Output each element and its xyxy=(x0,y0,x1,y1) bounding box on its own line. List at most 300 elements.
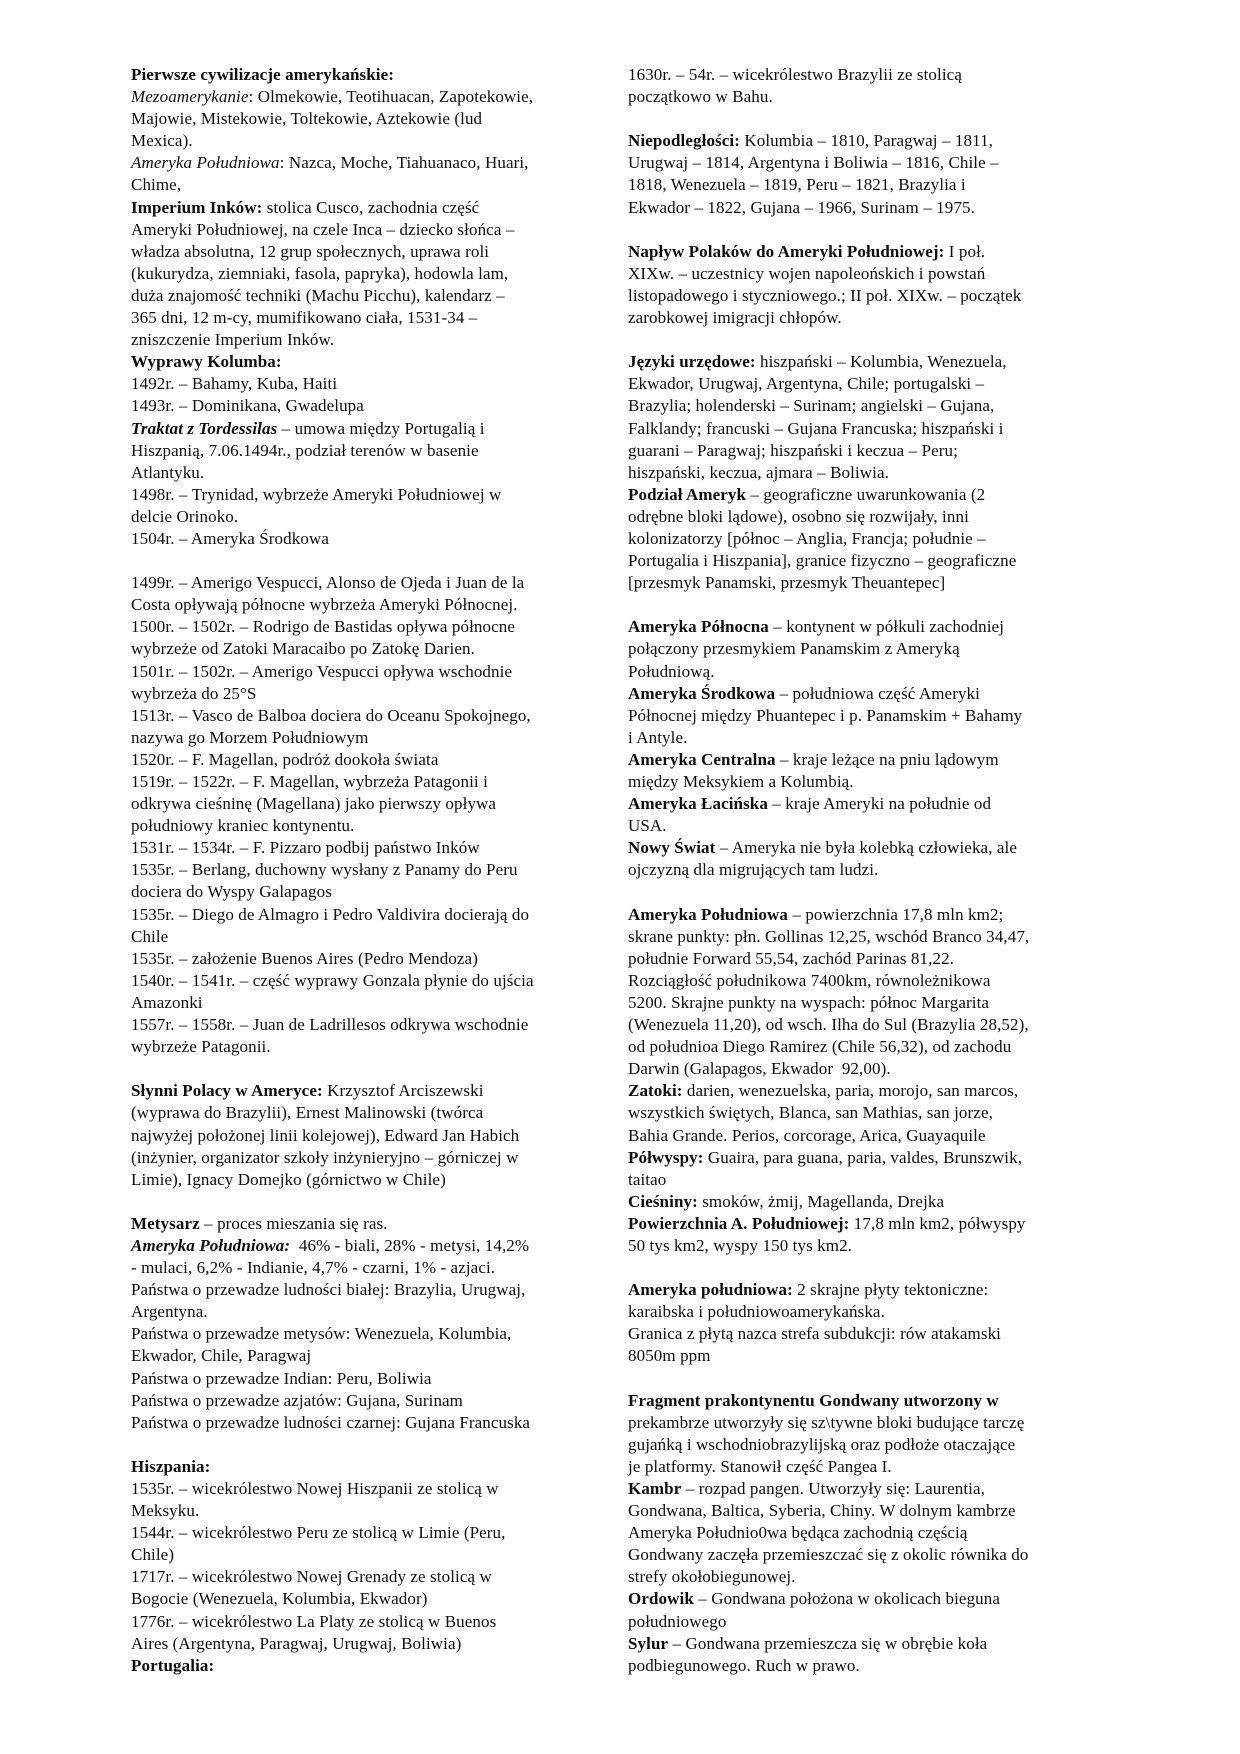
text-line xyxy=(131,1633,611,1655)
text-run: - mulaci, 6,2% - Indianie, 4,7% - czarni, 1% - azjaci. xyxy=(131,1258,496,1278)
text-line xyxy=(131,594,611,616)
text-line xyxy=(628,705,1118,727)
text-run: (wyprawa do Brazylii), Ernest Malinowski (twórca xyxy=(131,1103,484,1123)
text-run: listopadowego i styczniowego.; II poł. XIXw. – początek xyxy=(628,285,1022,305)
text-line xyxy=(131,418,611,440)
text-line xyxy=(628,86,1118,108)
text-run: – kraje leżące na pniu lądowym xyxy=(775,749,999,769)
text-run: Ordowik xyxy=(628,1589,694,1609)
text-line xyxy=(131,307,611,329)
text-run: 1540r. – 1541r. – część wyprawy Gonzala płynie do ujścia xyxy=(131,970,534,990)
text-line xyxy=(628,462,1118,484)
text-run: stolica Cusco, zachodnia część xyxy=(262,197,480,217)
text-line xyxy=(628,1279,1118,1301)
text-line xyxy=(131,241,611,263)
text-run: 5200. Skrajne punkty na wyspach: północ Margarita xyxy=(628,992,990,1012)
text-run: duża znajomość techniki (Machu Picchu), kalendarz – xyxy=(131,285,505,305)
text-line xyxy=(628,948,1118,970)
text-line xyxy=(131,572,611,594)
text-run: Imperium Inków: xyxy=(131,197,263,217)
text-run: Ameryka Łacińska xyxy=(628,794,768,814)
text-line xyxy=(131,329,611,351)
text-line xyxy=(131,174,611,196)
text-run: Aires (Argentyna, Paragwaj, Urugwaj, Boliwia) xyxy=(131,1633,462,1653)
text-line xyxy=(628,1655,1118,1677)
blank-line xyxy=(628,219,1118,241)
blank-line xyxy=(628,1257,1118,1279)
text-run: kolonizatorzy [północ – Anglia, Francja; południe – xyxy=(628,528,986,548)
text-run: Mezoamerykanie xyxy=(131,87,249,107)
text-run: 8050m ppm xyxy=(628,1346,711,1366)
text-line xyxy=(628,64,1118,86)
text-run: Ameryki Południowej, na czele Inca – dziecko słońca – xyxy=(131,219,515,239)
text-run: 17,8 mln km2, półwyspy xyxy=(849,1213,1026,1233)
text-run: – Gondwana przemieszcza się w obrębie koła xyxy=(668,1633,988,1653)
text-line xyxy=(131,1235,611,1257)
text-run: Powierzchnia A. Południowej: xyxy=(628,1213,850,1233)
text-run: Kolumbia – 1810, Paragwaj – 1811, xyxy=(740,131,994,151)
text-line xyxy=(131,1345,611,1367)
right-column xyxy=(628,64,1118,1677)
text-run: władza absolutna, 12 grup społecznych, uprawa roli xyxy=(131,241,490,261)
text-run: Traktat z Tordessilas xyxy=(131,418,278,438)
blank-line xyxy=(131,550,611,572)
text-line xyxy=(131,440,611,462)
text-line xyxy=(131,528,611,550)
text-run: Ameryka Południowa xyxy=(131,153,280,173)
text-line xyxy=(628,926,1118,948)
blank-line xyxy=(628,881,1118,903)
text-line xyxy=(628,1633,1118,1655)
text-run: Ameryka Południo0wa będąca zachodnią częścią xyxy=(628,1523,968,1543)
text-run: wszystkich świętych, Blanca, san Mathias, san jorze, xyxy=(628,1103,993,1123)
text-line xyxy=(131,462,611,484)
text-run: Zatoki: xyxy=(628,1081,683,1101)
text-line xyxy=(131,506,611,528)
text-line xyxy=(628,661,1118,683)
text-line xyxy=(131,683,611,705)
text-line xyxy=(131,197,611,219)
text-run: – proces mieszania się ras. xyxy=(199,1213,388,1233)
text-line xyxy=(628,1522,1118,1544)
text-line xyxy=(131,1500,611,1522)
text-run: 1520r. – F. Magellan, podróż dookoła świata xyxy=(131,749,439,769)
text-line xyxy=(131,1301,611,1323)
text-line xyxy=(131,285,611,307)
text-line xyxy=(131,1566,611,1588)
text-line xyxy=(628,550,1118,572)
text-run: zniszczenie Imperium Inków. xyxy=(131,330,335,350)
text-line xyxy=(628,1301,1118,1323)
text-run: południe Forward 55,54, zachód Parinas 81,22. xyxy=(628,948,955,968)
text-run: 1818, Wenezuela – 1819, Peru – 1821, Brazylia i xyxy=(628,175,966,195)
text-run: i Antyle. xyxy=(628,727,688,747)
text-line xyxy=(628,904,1118,926)
text-run: hiszpański, keczua, ajmara – Boliwia. xyxy=(628,462,889,482)
text-run: Darwin (Galapagos, Ekwador 92,00). xyxy=(628,1059,891,1079)
text-line xyxy=(131,793,611,815)
blank-line xyxy=(628,108,1118,130)
text-line xyxy=(131,948,611,970)
text-run: Guaira, para guana, paria, valdes, Brunszwik, xyxy=(703,1147,1023,1167)
text-run: Ameryka południowa: xyxy=(628,1280,793,1300)
text-line xyxy=(131,771,611,793)
text-line xyxy=(131,1544,611,1566)
text-run: prekambrze utworzyły się sz\tywne bloki budujące tarczę xyxy=(628,1412,1025,1432)
text-line xyxy=(628,1014,1118,1036)
text-run: dociera do Wyspy Galapagos xyxy=(131,882,332,902)
text-run: ojczyzną dla migrujących tam ludzi. xyxy=(628,860,879,880)
text-line xyxy=(131,1169,611,1191)
text-line xyxy=(131,1522,611,1544)
text-run: 50 tys km2, wyspy 150 tys km2. xyxy=(628,1235,853,1255)
text-run: 1535r. – Diego de Almagro i Pedro Valdivira docierają do xyxy=(131,904,530,924)
text-run: Hiszpanią, 7.06.1494r., podział terenów w basenie xyxy=(131,440,479,460)
text-run: Granica z płytą nazca strefa subdukcji: rów atakamski xyxy=(628,1324,1002,1344)
text-run: Gondwana, Baltica, Syberia, Chiny. W dolnym kambrze xyxy=(628,1501,1016,1521)
text-run: Państwa o przewadze metysów: Wenezuela, Kolumbia, xyxy=(131,1324,512,1344)
text-line xyxy=(131,992,611,1014)
text-line xyxy=(628,373,1118,395)
text-line xyxy=(628,152,1118,174)
text-run: – powierzchnia 17,8 mln km2; xyxy=(788,904,1004,924)
text-run: Urugwaj – 1814, Argentyna i Boliwia – 1816, Chile – xyxy=(628,153,999,173)
text-run: Niepodległości: xyxy=(628,131,740,151)
text-line xyxy=(131,1412,611,1434)
text-run: Meksyku. xyxy=(131,1501,200,1521)
text-run: : Olmekowie, Teotihuacan, Zapotekowie, xyxy=(248,87,534,107)
text-line xyxy=(131,351,611,373)
text-line xyxy=(628,1478,1118,1500)
text-line xyxy=(628,683,1118,705)
text-run: Ameryka Północna xyxy=(628,617,769,637)
text-line xyxy=(628,1611,1118,1633)
text-run: Falklandy; francuski – Gujana Francuska; hiszpański i xyxy=(628,418,1004,438)
text-run: 2 skrajne płyty tektoniczne: xyxy=(792,1280,989,1300)
text-line xyxy=(628,793,1118,815)
text-line xyxy=(628,1456,1118,1478)
text-line xyxy=(131,970,611,992)
text-line xyxy=(628,859,1118,881)
text-run: : Nazca, Moche, Tiahuanaco, Huari, xyxy=(279,153,529,173)
text-run: 1531r. – 1534r. – F. Pizzaro podbij państwo Inków xyxy=(131,838,480,858)
text-line xyxy=(131,263,611,285)
text-line xyxy=(628,1500,1118,1522)
text-run: Ameryka Środkowa xyxy=(628,683,776,703)
text-run: Państwa o przewadze ludności czarnej: Gujana Francuska xyxy=(131,1412,531,1432)
text-run: Półwyspy: xyxy=(628,1147,704,1167)
text-run: Napływ Polaków do Ameryki Południowej: xyxy=(628,241,945,261)
text-line xyxy=(628,1102,1118,1124)
text-line xyxy=(628,1434,1118,1456)
text-line xyxy=(131,638,611,660)
text-run: Costa opływają północne wybrzeża Ameryki Północnej. xyxy=(131,595,518,615)
text-run: Ekwador – 1822, Gujana – 1966, Surinam – 1975. xyxy=(628,197,975,217)
text-run: Ekwador, Chile, Paragwaj xyxy=(131,1346,312,1366)
text-run: Brazylia; holenderski – Surinam; angielski – Gujana, xyxy=(628,396,995,416)
text-run: je platformy. Stanowił część Pangea I. xyxy=(628,1456,892,1476)
text-line xyxy=(131,727,611,749)
text-run: między Meksykiem a Kolumbią. xyxy=(628,772,854,791)
text-line xyxy=(628,1323,1118,1345)
text-line xyxy=(131,1147,611,1169)
text-run: gujańką i wschodniobrazylijską oraz podłoże otaczające xyxy=(628,1434,1016,1454)
text-line xyxy=(628,771,1118,793)
text-run: wybrzeża do 25°S xyxy=(131,683,257,703)
text-run: Gondwany zaczęła przemieszczać się z okolic równika do xyxy=(628,1545,1029,1565)
text-run: 1776r. – wicekrólestwo La Platy ze stolicą w Buenos xyxy=(131,1611,497,1631)
text-run: połączony przesmykiem Panamskim z Ameryką xyxy=(628,639,960,659)
text-run: Hiszpania: xyxy=(131,1456,211,1476)
text-run: – rozpad pangen. Utworzyły się: Laurentia, xyxy=(681,1479,985,1498)
text-run: Południową. xyxy=(628,661,715,681)
text-run: smoków, żmij, Magellanda, Drejka xyxy=(697,1191,945,1211)
text-run: – Ameryka nie była kolebką człowieka, ale xyxy=(715,838,1018,858)
text-line xyxy=(131,1478,611,1500)
text-line xyxy=(131,1390,611,1412)
text-run: XIXw. – uczestnicy wojen napoleońskich i powstań xyxy=(628,263,986,283)
text-run: Północnej między Phuantepec i p. Panamskim + Bahamy xyxy=(628,705,1023,725)
blank-line xyxy=(628,1368,1118,1390)
text-run: Metysarz xyxy=(131,1213,200,1233)
text-run: Fragment prakontynentu Gondwany utworzony w xyxy=(628,1390,999,1410)
text-run: Bahia Grande. Perios, corcorage, Arica, Guayaquile xyxy=(628,1125,986,1145)
text-run: od południoa Diego Ramirez (Chile 56,32), od zachodu xyxy=(628,1037,1012,1057)
text-run: południowy kraniec kontynentu. xyxy=(131,816,355,836)
text-line xyxy=(131,859,611,881)
text-line xyxy=(628,815,1118,837)
text-line xyxy=(628,616,1118,638)
text-run: Cieśniny: xyxy=(628,1191,698,1211)
text-line xyxy=(628,263,1118,285)
text-line xyxy=(628,307,1118,329)
blank-line xyxy=(131,1058,611,1080)
text-line xyxy=(628,572,1118,594)
text-line xyxy=(131,881,611,903)
text-run: 1717r. – wicekrólestwo Nowej Grenady ze stolicą w xyxy=(131,1567,492,1587)
text-run: 1535r. – założenie Buenos Aires (Pedro Mendoza) xyxy=(131,948,478,968)
text-run: (inżynier, organizator szkoły inżynieryjno – górniczej w xyxy=(131,1147,519,1167)
text-run: skrane punkty: płn. Gollinas 12,25, wschód Branco 34,47, xyxy=(628,926,1030,946)
text-line xyxy=(628,285,1118,307)
text-run: podbiegunowego. Ruch w prawo. xyxy=(628,1655,860,1675)
text-line xyxy=(628,418,1118,440)
text-run: 46% - biali, 28% - metysi, 14,2% xyxy=(290,1235,530,1255)
text-run: – umowa między Portugalią i xyxy=(277,418,485,438)
text-run: 1544r. – wicekrólestwo Peru ze stolicą w Limie (Peru, xyxy=(131,1523,506,1543)
text-line xyxy=(131,1279,611,1301)
text-run: Rozciągłość południkowa 7400km, równoleżnikowa xyxy=(628,970,991,990)
text-run: Chile xyxy=(131,926,169,946)
text-line xyxy=(131,926,611,948)
text-line xyxy=(131,1080,611,1102)
text-run: 1519r. – 1522r. – F. Magellan, wybrzeża Patagonii i xyxy=(131,772,488,791)
text-run: 1492r. – Bahamy, Kuba, Haiti xyxy=(131,374,338,394)
text-run: 1535r. – wicekrólestwo Nowej Hiszpanii ze stolicą w xyxy=(131,1479,499,1498)
text-line xyxy=(628,638,1118,660)
text-run: 1493r. – Dominikana, Gwadelupa xyxy=(131,396,364,416)
text-run: Chile) xyxy=(131,1545,175,1565)
text-line xyxy=(628,1125,1118,1147)
text-run: Kambr xyxy=(628,1479,682,1498)
text-run: 1499r. – Amerigo Vespucci, Alonso de Ojeda i Juan de la xyxy=(131,573,525,593)
blank-line xyxy=(628,594,1118,616)
text-run: Państwa o przewadze Indian: Peru, Boliwia xyxy=(131,1368,432,1388)
text-line xyxy=(628,727,1118,749)
text-line xyxy=(131,1588,611,1610)
text-line xyxy=(131,1456,611,1478)
text-line xyxy=(628,395,1118,417)
text-line xyxy=(131,749,611,771)
text-run: 1535r. – Berlang, duchowny wysłany z Panamy do Peru xyxy=(131,860,518,880)
text-run: 1498r. – Trynidad, wybrzeże Ameryki Południowej w xyxy=(131,484,502,504)
text-line xyxy=(131,1257,611,1279)
blank-line xyxy=(131,1434,611,1456)
text-run: Amazonki xyxy=(131,992,203,1012)
text-run: (kukurydza, ziemniaki, fasola, papryka), hodowla lam, xyxy=(131,263,509,283)
text-run: 1501r. – 1502r. – Amerigo Vespucci opływa wschodnie xyxy=(131,661,513,681)
text-run: Argentyna. xyxy=(131,1302,208,1322)
text-run: Pierwsze cywilizacje amerykańskie: xyxy=(131,65,395,84)
text-run: Krzysztof Arciszewski xyxy=(322,1081,484,1101)
text-run: karaibska i południowoamerykańska. xyxy=(628,1302,885,1322)
text-run: Ekwador, Urugwaj, Argentyna, Chile; portugalski – xyxy=(628,374,985,394)
text-run: 1500r. – 1502r. – Rodrigo de Bastidas opływa północne xyxy=(131,617,515,637)
text-run: najwyżej położonej linii kolejowej), Edward Jan Habich xyxy=(131,1125,520,1145)
text-run: Języki urzędowe: xyxy=(628,352,756,372)
text-line xyxy=(131,484,611,506)
text-run: odrębne bloki lądowe), osobno się rozwijały, inni xyxy=(628,506,969,526)
text-run: (Wenezuela 11,20), od wsch. Ilha do Sul (Brazylia 28,52), xyxy=(628,1015,1029,1035)
text-line xyxy=(628,1080,1118,1102)
text-line xyxy=(628,992,1118,1014)
text-line xyxy=(131,64,611,86)
text-run: południowego xyxy=(628,1611,727,1631)
text-run: wybrzeże od Zatoki Maracaibo po Zatokę Darien. xyxy=(131,639,475,659)
text-line xyxy=(628,1345,1118,1367)
text-line xyxy=(131,108,611,130)
text-line xyxy=(628,528,1118,550)
text-line xyxy=(628,174,1118,196)
text-line xyxy=(628,351,1118,373)
text-line xyxy=(628,1058,1118,1080)
text-line xyxy=(131,815,611,837)
text-run: delcie Orinoko. xyxy=(131,506,239,526)
text-line xyxy=(131,1368,611,1390)
text-run: – Gondwana położona w okolicach bieguna xyxy=(693,1589,1001,1609)
text-run: wybrzeże Patagonii. xyxy=(131,1037,271,1057)
text-run: Wyprawy Kolumba: xyxy=(131,352,282,372)
text-run: – kraje Ameryki na południe od xyxy=(767,794,992,814)
text-line xyxy=(628,1147,1118,1169)
text-run: 1504r. – Ameryka Środkowa xyxy=(131,528,329,548)
text-line xyxy=(131,130,611,152)
text-line xyxy=(131,1213,611,1235)
text-line xyxy=(628,484,1118,506)
text-run: Nowy Świat xyxy=(628,838,716,858)
text-run: Słynni Polacy w Ameryce: xyxy=(131,1081,323,1101)
text-line xyxy=(628,1213,1118,1235)
text-run: zarobkowej imigracji chłopów. xyxy=(628,308,842,328)
text-line xyxy=(628,1412,1118,1434)
text-line xyxy=(131,1655,611,1677)
left-column xyxy=(131,64,611,1677)
text-run: I poł. xyxy=(944,241,986,261)
text-line xyxy=(131,395,611,417)
text-line xyxy=(628,241,1118,263)
text-run: – południowa część Ameryki xyxy=(775,683,980,703)
text-run: Chime, xyxy=(131,175,182,195)
text-line xyxy=(131,705,611,727)
text-run: USA. xyxy=(628,816,667,836)
text-run: Państwa o przewadze azjatów: Gujana, Surinam xyxy=(131,1390,464,1410)
text-line xyxy=(131,86,611,108)
text-line xyxy=(628,197,1118,219)
text-line xyxy=(628,1191,1118,1213)
text-line xyxy=(131,373,611,395)
text-run: Ameryka Południowa: xyxy=(131,1235,291,1255)
text-line xyxy=(628,749,1118,771)
text-line xyxy=(628,130,1118,152)
text-line xyxy=(628,970,1118,992)
text-run: darien, wenezuelska, paria, morojo, san marcos, xyxy=(682,1081,1019,1101)
text-run: 1630r. – 54r. – wicekrólestwo Brazylii ze stolicą xyxy=(628,65,962,84)
text-run: 1513r. – Vasco de Balboa dociera do Oceanu Spokojnego, xyxy=(131,705,531,725)
text-line xyxy=(628,837,1118,859)
text-line xyxy=(628,1566,1118,1588)
text-run: Bogocie (Wenezuela, Kolumbia, Ekwador) xyxy=(131,1589,428,1609)
text-run: Sylur xyxy=(628,1633,669,1653)
text-line xyxy=(131,837,611,859)
text-run: Portugalia i Hiszpania], granice fizyczno – geograficzne xyxy=(628,551,1017,571)
text-line xyxy=(131,1611,611,1633)
text-line xyxy=(131,1125,611,1147)
text-line xyxy=(628,440,1118,462)
blank-line xyxy=(131,1191,611,1213)
text-run: Portugalia: xyxy=(131,1655,215,1675)
text-run: Limie), Ignacy Domejko (górnictwo w Chile) xyxy=(131,1169,446,1189)
text-run: 1557r. – 1558r. – Juan de Ladrillesos odkrywa wschodnie xyxy=(131,1015,529,1035)
text-line xyxy=(628,1036,1118,1058)
text-run: Mexica). xyxy=(131,131,193,151)
text-line xyxy=(131,219,611,241)
text-run: Ameryka Centralna xyxy=(628,749,776,769)
text-run: Atlantyku. xyxy=(131,462,205,482)
text-run: [przesmyk Panamski, przesmyk Theuantepec] xyxy=(628,573,946,593)
text-run: początkowo w Bahu. xyxy=(628,87,773,107)
text-run: strefy okołobiegunowej. xyxy=(628,1567,796,1587)
text-run: nazywa go Morzem Południowym xyxy=(131,727,369,747)
text-run: Ameryka Południowa xyxy=(628,904,789,924)
text-run: Podział Ameryk xyxy=(628,484,747,504)
text-line xyxy=(131,904,611,926)
text-line xyxy=(131,1323,611,1345)
text-line xyxy=(628,1588,1118,1610)
text-run: – kontynent w półkuli zachodniej xyxy=(768,617,1005,637)
text-line xyxy=(131,1036,611,1058)
text-line xyxy=(628,1390,1118,1412)
text-run: – geograficzne uwarunkowania (2 xyxy=(746,484,986,504)
text-line xyxy=(628,1235,1118,1257)
text-line xyxy=(131,1014,611,1036)
text-line xyxy=(131,1102,611,1124)
text-line xyxy=(628,1169,1118,1191)
text-line xyxy=(131,616,611,638)
text-run: Majowie, Mistekowie, Toltekowie, Aztekowie (lud xyxy=(131,109,483,129)
blank-line xyxy=(628,329,1118,351)
text-line xyxy=(131,661,611,683)
text-run: hiszpański – Kolumbia, Wenezuela, xyxy=(755,352,1007,372)
